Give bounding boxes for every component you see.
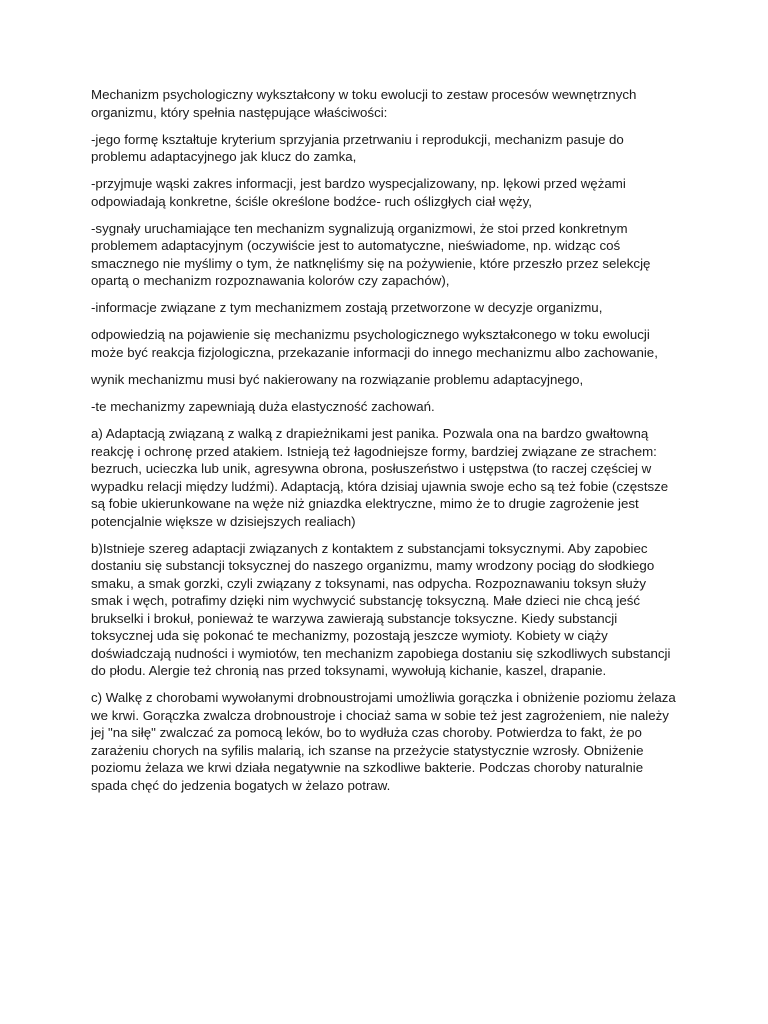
paragraph-property-7: -te mechanizmy zapewniają duża elastyczność zachowań.: [91, 399, 435, 415]
paragraph-property-1: -jego formę kształtuje kryterium sprzyjania przetrwaniu i reprodukcji, mechanizm pasuje do problemu adaptacyjnego jak klucz do zamka,: [91, 131, 624, 165]
document-body: [91, 86, 681, 804]
paragraph-section-a: a) Adaptacją związaną z walką z drapieżnikami jest panika. Pozwala ona na bardzo gwałtowną reakcję i ochronę przed atakiem. Istnieją też łagodniejsze formy, bardziej związane ze strachem: bezruch, ucieczka lub unik, agresywna obrona, posłuszeństwo i ustępstwa (to raczej częściej w wypadku relacji między ludźmi). Adaptacją, która dzisiaj ujawnia swoje echo są też fobie (częstsze są fobie ukierunkowane na węże niż gniazdka elektryczne, mimo że to drugie zagrożenie jest potencjalnie większe w dzisiejszych realiach): [91, 426, 669, 529]
paragraph-property-4: -informacje związane z tym mechanizmem zostają przetworzone w decyzje organizmu,: [91, 300, 603, 316]
paragraph-property-6: wynik mechanizmu musi być nakierowany na rozwiązanie problemu adaptacyjnego,: [91, 372, 584, 388]
paragraph-section-b: b)Istnieje szereg adaptacji związanych z kontaktem z substancjami toksycznymi. Aby zapobiec dostaniu się substancji toksycznej do naszego organizmu, mamy wrodzony pociąg do słodkiego smaku, a smak gorzki, czyli związany z toksynami, nas odpycha. Rozpoznawaniu toksyn służy smak i węch, potrafimy dzięki nim wychwycić substancję toksyczną. Małe dzieci nie chcą jeść brukselki i brokuł, ponieważ te warzywa zawierają substancje toksyczne. Kiedy substancji toksycznej uda się pokonać te mechanizmy, pozostają jeszcze wymioty. Kobiety w ciąży doświadczają nudności i wymiotów, ten mechanizm zapobiega dostaniu się szkodliwych substancji do płodu. Alergie też chronią nas przed toksynami, wywołują kichanie, kaszel, drapanie.: [91, 540, 671, 679]
paragraph-section-c: c) Walkę z chorobami wywołanymi drobnoustrojami umożliwia gorączka i obniżenie poziomu żelaza we krwi. Gorączka zwalcza drobnoustroje i chociaż sama w sobie też jest zagrożeniem, nie należy jej "na siłę" zwalczać za pomocą leków, bo to wydłuża czas choroby. Potwierdza to fakt, że po zarażeniu chorych na syfilis malarią, ich szanse na przeżycie statystycznie wzrosły. Obniżenie poziomu żelaza we krwi działa negatywnie na szkodliwe bakterie. Podczas choroby naturalnie spada chęć do jedzenia bogatych w żelazo potraw.: [91, 690, 676, 793]
paragraph-intro: Mechanizm psychologiczny wykształcony w toku ewolucji to zestaw procesów wewnętrznych organizmu, który spełnia następujące właściwości:: [91, 87, 637, 120]
paragraph-property-3: -sygnały uruchamiające ten mechanizm sygnalizują organizmowi, że stoi przed konkretnym problemem adaptacyjnym (oczywiście jest to automatyczne, nieświadome, np. widząc coś smacznego nie myślimy o tym, że natknęliśmy się na pożywienie, które przeszło przez selekcję opartą o mechanizm rozpoznawania kolorów czy zapachów),: [91, 220, 651, 289]
paragraph-property-2: -przyjmuje wąski zakres informacji, jest bardzo wyspecjalizowany, np. lękowi przed wężami odpowiadają konkretne, ściśle określone bodźce- ruch oślizgłych ciał węży,: [91, 176, 626, 209]
paragraph-property-5: odpowiedzią na pojawienie się mechanizmu psychologicznego wykształconego w toku ewolucji może być reakcja fizjologiczna, przekazanie informacji do innego mechanizmu albo zachowanie,: [91, 327, 658, 360]
